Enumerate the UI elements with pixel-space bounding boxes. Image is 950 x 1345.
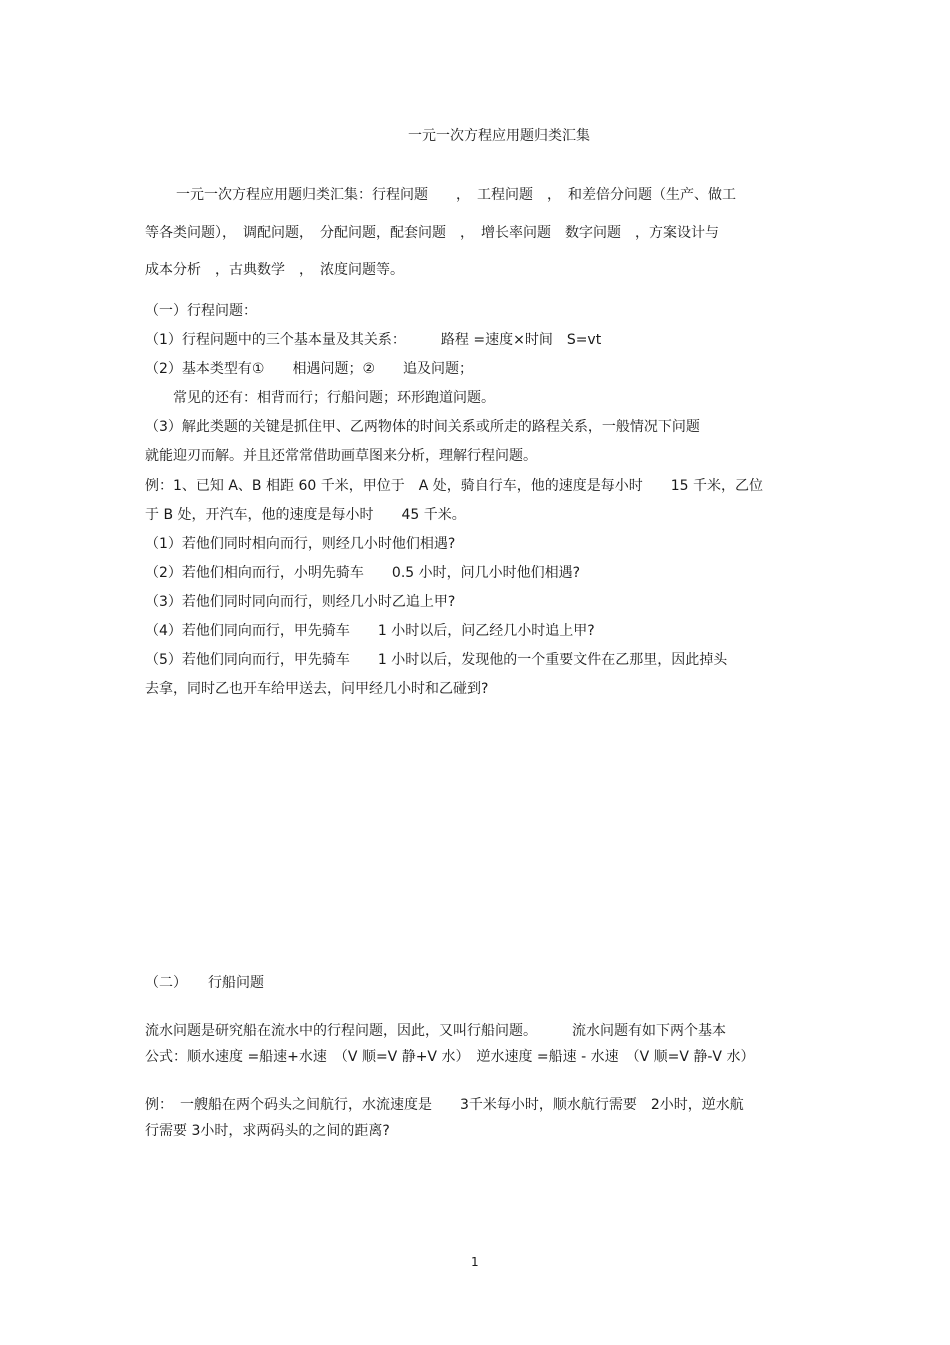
question-line: （1）若他们同时相向而行，则经几小时他们相遇? [145, 536, 456, 552]
section-heading: （一）行程问题： [145, 303, 257, 319]
question-line: 去拿，同时乙也开车给甲送去，问甲经几小时和乙碰到? [145, 681, 489, 697]
body-line: 就能迎刃而解。并且还常常借助画草图来分析，理解行程问题。 [145, 448, 537, 464]
page-title: 一元一次方程应用题归类汇集 [408, 128, 590, 144]
body-line: 流水问题是研究船在流水中的行程问题，因此，又叫行船问题。 流水问题有如下两个基本 [145, 1023, 726, 1039]
page-number: 1 [471, 1255, 479, 1269]
intro-line: 等各类问题）， 调配问题， 分配问题，配套问题 ， 增长率问题 数字问题 ，方案设计与 [145, 225, 719, 241]
body-line: （2）基本类型有① 相遇问题；② 追及问题； [145, 361, 474, 377]
formula-line: 公式：顺水速度 =船速+水速 （V 顺=V 静+V 水） 逆水速度 =船速 - 水速 （V 顺=V 静-V 水） [145, 1049, 755, 1065]
body-line: （3）解此类题的关键是抓住甲、乙两物体的时间关系或所走的路程关系，一般情况下问题 [145, 419, 700, 435]
example-line: 于 B 处，开汽车，他的速度是每小时 45 千米。 [145, 507, 466, 523]
example-line: 例： 一艘船在两个码头之间航行，水流速度是 3千米每小时，顺水航行需要 2小时，逆水航 [145, 1097, 744, 1113]
intro-line: 成本分析 ，古典数学 ， 浓度问题等。 [145, 262, 404, 278]
question-line: （5）若他们同向而行，甲先骑车 1 小时以后，发现他的一个重要文件在乙那里，因此掉头 [145, 652, 728, 668]
intro-line: 一元一次方程应用题归类汇集：行程问题 ， 工程问题 ， 和差倍分问题（生产、做工 [176, 187, 736, 203]
example-line: 行需要 3小时，求两码头的之间的距离? [145, 1123, 390, 1139]
question-line: （2）若他们相向而行，小明先骑车 0.5 小时，问几小时他们相遇? [145, 565, 581, 581]
body-line: （1）行程问题中的三个基本量及其关系： 路程 =速度×时间 S=vt [145, 332, 602, 348]
example-line: 例：1、已知 A、B 相距 60 千米，甲位于 A 处，骑自行车，他的速度是每小时 15 千米，乙位 [145, 478, 763, 494]
question-line: （4）若他们同向而行，甲先骑车 1 小时以后，问乙经几小时追上甲? [145, 623, 595, 639]
section-heading: （二） 行船问题 [145, 975, 264, 991]
body-line: 常见的还有：相背而行；行船问题；环形跑道问题。 [145, 390, 495, 406]
question-line: （3）若他们同时同向而行，则经几小时乙追上甲? [145, 594, 456, 610]
